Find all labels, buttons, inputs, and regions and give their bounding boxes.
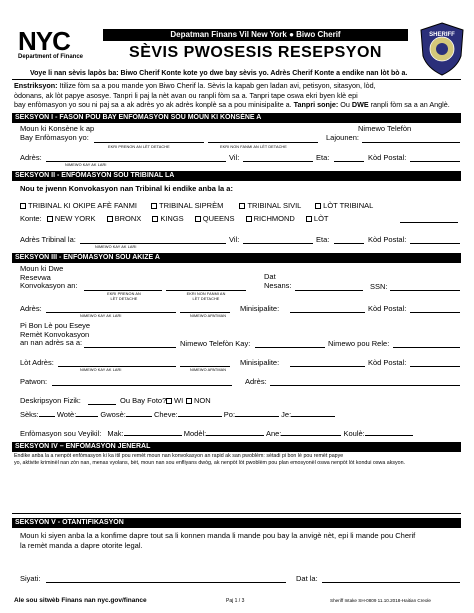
county-queens-checkbox[interactable] (195, 214, 235, 223)
weight-line[interactable] (126, 416, 152, 417)
home-phone-label: Nimewo Telefòn Kay: (180, 339, 251, 348)
eyes-line[interactable] (291, 416, 335, 417)
dob-line2: Nesans: (264, 280, 292, 290)
party-apt-caption: NIMEWO APATMAN (190, 314, 227, 318)
dept-name: Department of Finance (18, 54, 84, 60)
party-muni-line[interactable] (290, 312, 365, 313)
dob-line1: Dat (264, 272, 276, 281)
party-line2: Resevwa (20, 272, 51, 282)
sign-date-line[interactable] (322, 582, 460, 583)
best-time-label (20, 322, 90, 348)
instructions-line3a: bay enfòmasyon yo sou ni paj sa a ak adrès yo ak adrès konplè sa a pou minisipalite a. (14, 100, 292, 109)
other-apt-caption: NIMEWO APATMAN (190, 368, 227, 372)
court-civil-checkbox[interactable] (239, 201, 301, 210)
section4-header: SEKSYON IV – ENFÒMASYON JENERAL (12, 442, 461, 452)
make-line[interactable] (124, 435, 182, 436)
badge-label: SHERIFF (429, 32, 455, 38)
physical-label: Deskripsyon Fizik: (20, 396, 81, 405)
court-other-label: LÒT TRIBINAL (323, 201, 374, 210)
court-city-line[interactable] (243, 243, 313, 244)
instructions-line1: Itilize fòm sa a pou mande yon Biwo Cherif la. Sèvis la kapab gen ladan avi, petisyon, sitasyon, lòd, (57, 81, 376, 90)
court-other-checkbox[interactable] (315, 201, 373, 210)
court-prompt: Nou te jwenn Konvokasyon nan Tribinal ki endike anba la a: (20, 184, 233, 193)
form-title: SÈVIS PWOSESIS RESEPSYON (129, 44, 382, 61)
footer-website: Ale sou sitwèb Finans nan nyc.gov/finance (14, 597, 147, 604)
party-zip-line[interactable] (410, 312, 460, 313)
auth-line2: la remèt manda a dapre otorite legal. (20, 540, 143, 550)
employer-address-label: Adrès: (245, 377, 267, 386)
physical-line[interactable] (88, 404, 116, 405)
court-address-line[interactable] (80, 243, 226, 244)
height-line[interactable] (76, 416, 98, 417)
other-muni-line[interactable] (290, 366, 365, 367)
contact-zip-label: Kòd Postal: (368, 153, 407, 162)
employer-label: Patwon: (20, 377, 48, 386)
county-newyork-label: NEW YORK (54, 214, 96, 223)
dob-label (264, 273, 292, 290)
county-richmond-checkbox[interactable] (246, 214, 295, 223)
county-richmond-label: RICHMOND (253, 214, 295, 223)
general-info-line1: Endike anba la a nenpòt enfòmasyon ki ka itil pou remèt moun nan konvokasyon an rapid ak san pwoblèm: sètadi pi bon lè pou remèt papye (14, 453, 344, 459)
party-line1: Moun ki Dwe (20, 264, 64, 273)
employer-address-line[interactable] (270, 385, 460, 386)
first-name-caption: EKRI PRENON AN LÈT DETACHE (108, 145, 170, 149)
instructions-line3e: ranpli fòm sa a an Anglè. (368, 100, 450, 109)
skin-line[interactable] (235, 416, 279, 417)
best-time-line1: Pi Bon Lè pou Eseye (20, 321, 91, 330)
model-line[interactable] (206, 435, 264, 436)
best-time-line2: Remèt Konvokasyon (20, 329, 90, 339)
other-apt-line[interactable] (180, 366, 230, 367)
other-zip-label: Kòd Postal: (368, 358, 407, 367)
contact-city-line[interactable] (243, 161, 313, 162)
court-zip-label: Kòd Postal: (368, 235, 407, 244)
county-bronx-checkbox[interactable] (107, 214, 142, 223)
descriptor-row (20, 410, 335, 419)
best-time-line3: an nan adrès sa a: (20, 338, 83, 347)
hair-line[interactable] (178, 416, 222, 417)
county-bronx-label: BRONX (114, 214, 142, 223)
court-city-label: Vil: (229, 235, 240, 244)
info-label: Bay Enfòmasyon yo: (20, 133, 89, 142)
call-number-label: Nimewo pou Rele: (328, 339, 390, 348)
ssn-line[interactable] (390, 290, 460, 291)
contact-phone-line[interactable] (362, 142, 460, 143)
party-first-caption: EKRI PRENON AN LÈT DETACHE (107, 292, 141, 301)
contact-state-line[interactable] (334, 161, 364, 162)
general-info-line2: yo, aktivite kriminèl nan zòn nan, menas vyolans, bèt, moun nan sou enfliyans dwòg, ak nenpòt lòt pwoblèm pou plan emosyonèl oswa nenpòt lòt kondui oswa aksyon. (14, 460, 406, 466)
photo-question: Ou Bay Foto? (120, 396, 167, 405)
contact-first-name-line[interactable] (94, 142, 204, 143)
court-family-checkbox[interactable] (20, 201, 137, 210)
instructions (14, 81, 450, 110)
county-other-line[interactable] (400, 222, 458, 223)
court-civil-label: TRIBINAL SIVIL (247, 201, 302, 210)
vehicle-row (20, 429, 413, 438)
section1-header: SEKSYON I - FASON POU BAY ENFÒMASYON SOU MOUN KI KONSÈNE A (12, 113, 461, 123)
eyes-label: Je: (281, 410, 292, 419)
auth-text (20, 531, 415, 550)
rule (12, 513, 461, 514)
party-zip-label: Kòd Postal: (368, 304, 407, 313)
court-type-row (20, 201, 373, 210)
court-state-label: Eta: (316, 235, 330, 244)
year-line[interactable] (281, 435, 341, 436)
other-address-line[interactable] (58, 366, 176, 367)
contact-last-name-line[interactable] (208, 142, 318, 143)
ssn-label: SSN: (370, 282, 388, 291)
home-phone-line[interactable] (255, 347, 325, 348)
instructions-line3d: DWE (351, 100, 369, 109)
court-address-label: Adrès Tribinal la: (20, 235, 76, 244)
agency-bar: Depatman Finans Vil New York ● Biwo Cherif (103, 29, 408, 41)
sheriff-badge-icon (419, 22, 465, 76)
party-address-line[interactable] (46, 312, 176, 313)
party-apt-line[interactable] (180, 312, 230, 313)
make-label: Mak: (107, 429, 124, 438)
party-label (20, 265, 78, 291)
year-label: Ane: (265, 429, 282, 438)
last-name-caption: EKRI NON FANMI AN LÈT DETACHE (220, 145, 287, 149)
general-info-textarea[interactable] (14, 468, 460, 512)
county-queens-label: QUEENS (202, 214, 235, 223)
court-zip-line[interactable] (410, 243, 460, 244)
nyc-logo (18, 28, 90, 61)
instructions-line3c: Ou (338, 100, 352, 109)
instructions-line2: òdonans, ak lòt papye asosye. Tanpri li paj la nèt avan ou ranpli fòm sa a. Tanpri tape oswa ekri byen klè epi (14, 90, 358, 100)
party-last-name-line[interactable] (166, 290, 246, 291)
court-family-label: TRIBINAL KI OKIPE AFÈ FANMI (28, 201, 137, 210)
contact-label: Moun ki Konsène k ap (20, 124, 95, 133)
color-label: Koulè: (343, 429, 365, 438)
rule (12, 79, 461, 80)
weight-label: Gwosè: (100, 410, 126, 419)
party-last-caption: EKRI NON FANMI AN LÈT DETACHE (186, 292, 226, 301)
party-first-name-line[interactable] (84, 290, 162, 291)
contact-zip-line[interactable] (410, 161, 460, 162)
court-street-caption: NIMEWO KAY AK LARI (95, 245, 137, 249)
signature-line[interactable] (46, 582, 286, 583)
instructions-label: Enstriksyon: (14, 81, 58, 90)
signature-label: Siyati: (20, 574, 41, 583)
county-kings-checkbox[interactable] (152, 214, 183, 223)
contact-address-line[interactable] (46, 161, 226, 162)
photo-no-label: NON (194, 396, 211, 405)
general-info-text (14, 453, 405, 467)
color-line[interactable] (365, 435, 413, 436)
auth-line1: Moun ki siyen anba la a konfime dapre tout sa li konnen manda li mande pou bay la anvigè nèt, epi li mande pou Cherif (20, 531, 416, 540)
party-line3: Konvokasyon an: (20, 281, 78, 290)
footer-page: Paj 1 / 3 (226, 598, 245, 604)
photo-yes-label: WI (174, 396, 184, 405)
party-street-caption: NIMEWO KAY AK LARI (80, 314, 122, 318)
contact-city-label: Vil: (229, 153, 240, 162)
other-muni-label: Minisipalite: (240, 358, 280, 367)
county-kings-label: KINGS (160, 214, 184, 223)
other-zip-line[interactable] (410, 366, 460, 367)
county-other-label: LÒT (313, 214, 329, 223)
county-row (20, 214, 329, 223)
dob-line[interactable] (295, 290, 363, 291)
sex-label: Sèks: (20, 410, 39, 419)
employer-line[interactable] (52, 385, 232, 386)
contact-address-label: Adrès: (20, 153, 42, 162)
county-other-checkbox[interactable] (306, 214, 329, 223)
photo-yes-checkbox[interactable] (166, 396, 183, 405)
mailing-instruction: Voye li nan sèvis lapòs ba: Biwo Cherif Konte kote yo dwe bay sèvis yo. Adrès Cherif Konte a endike nan lòt bò a. (30, 70, 408, 77)
county-newyork-checkbox[interactable] (47, 214, 96, 223)
court-state-line[interactable] (334, 243, 364, 244)
photo-no-checkbox[interactable] (186, 396, 211, 405)
party-address-label: Adrès: (20, 304, 42, 313)
other-address-label: Lòt Adrès: (20, 358, 54, 367)
footer-form-id: Sheriff Intake SH-0809 11.10.2018-Haitian Creole (330, 598, 431, 603)
county-label: Konte: (20, 214, 42, 223)
sheriff-badge (419, 22, 465, 81)
court-supreme-checkbox[interactable] (151, 201, 223, 210)
sex-line[interactable] (39, 416, 55, 417)
sign-date-label: Dat la: (296, 574, 318, 583)
vehicle-label: Enfòmasyon sou Veyikil: (20, 429, 102, 438)
other-street-caption: NIMEWO KAY AK LARI (80, 368, 122, 372)
nyc-logo-text: NYC (18, 26, 70, 56)
model-label: Modèl: (183, 429, 207, 438)
phone-label: Nimewo Telefòn (358, 124, 412, 133)
instructions-line3b: Tanpri sonje: (291, 100, 339, 109)
party-muni-label: Minisipalite: (240, 304, 280, 313)
section3-header: SEKSYON III - ENFÒMASYON SOU AKIZE A (12, 253, 461, 263)
section5-header: SEKSYON V - OTANTIFIKASYON (12, 518, 461, 528)
contact-state-label: Eta: (316, 153, 330, 162)
court-supreme-label: TRIBINAL SIPRÈM (159, 201, 224, 210)
best-time-line[interactable] (84, 347, 176, 348)
section2-header: SEKSYON II - ENFÒMASYON SOU TRIBINAL LA (12, 171, 461, 181)
street-caption: NIMEWO KAY AK LARI (65, 163, 107, 167)
call-number-line[interactable] (393, 347, 460, 348)
daytime-label: Lajounen: (326, 133, 359, 142)
hair-label: Cheve: (153, 410, 178, 419)
height-label: Wotè: (56, 410, 77, 419)
skin-label: Po: (223, 410, 236, 419)
